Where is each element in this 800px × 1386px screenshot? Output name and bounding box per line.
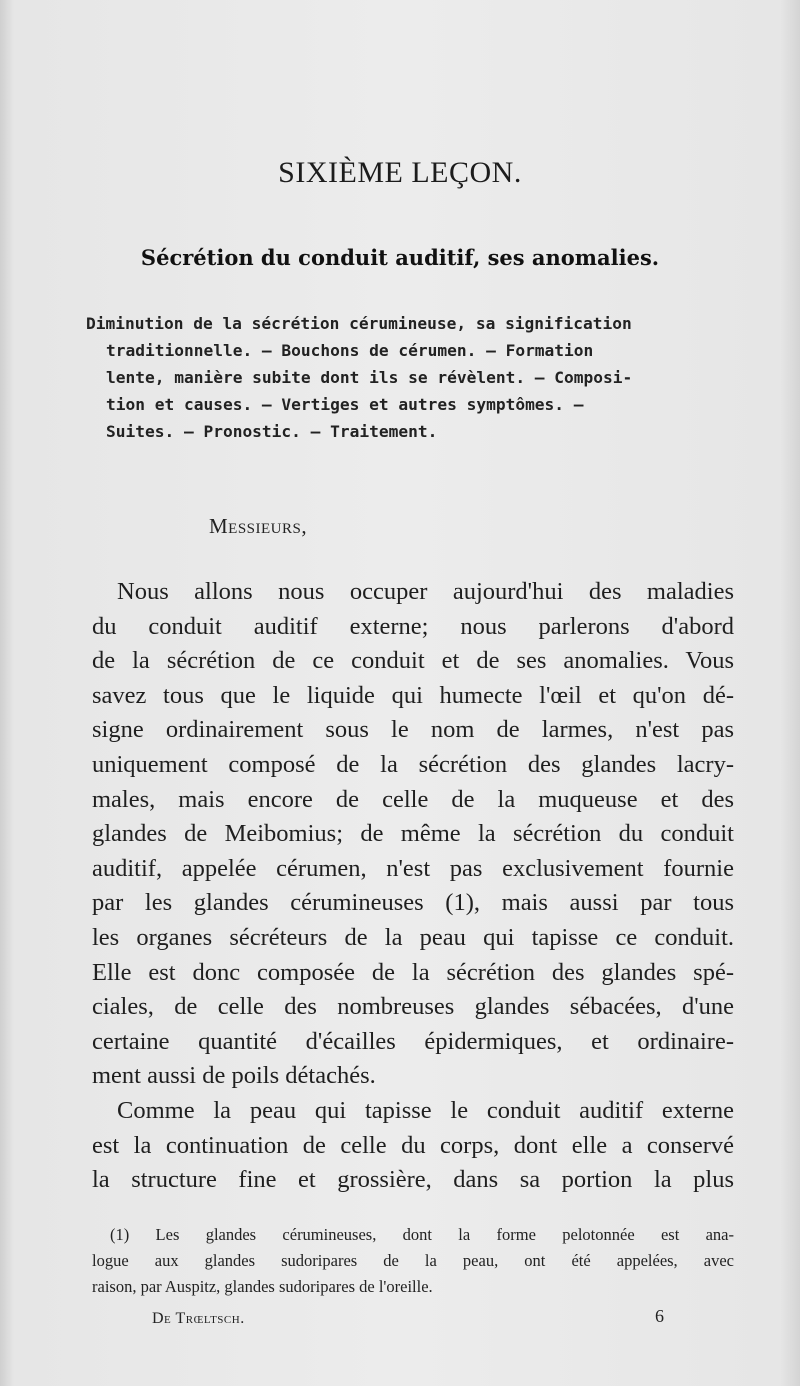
lesson-title: SIXIÈME LEÇON. xyxy=(278,156,522,189)
body-line: est la continuation de celle du corps, dont elle a conservé xyxy=(92,1131,734,1159)
body-text xyxy=(92,575,734,1198)
printer-signature: De Trœltsch. xyxy=(152,1310,245,1327)
body-line: Comme la peau qui tapisse le conduit auditif externe xyxy=(117,1096,734,1124)
body-line: savez tous que le liquide qui humecte l'œil et qu'on dé- xyxy=(92,681,734,709)
body-line: males, mais encore de celle de la muqueuse et des xyxy=(92,785,734,813)
body-line: auditif, appelée cérumen, n'est pas exclusivement fournie xyxy=(92,854,734,882)
body-line: ciales, de celle des nombreuses glandes sébacées, d'une xyxy=(92,993,734,1021)
summary-line: Suites. — Pronostic. — Traitement. xyxy=(106,422,438,441)
salutation: Messieurs, xyxy=(209,514,308,538)
footnote-line: (1) Les glandes cérumineuses, dont la forme pelotonnée est ana- xyxy=(110,1225,734,1244)
body-line: certaine quantité d'écailles épidermiques, et ordinaire- xyxy=(92,1027,734,1055)
body-line: Nous allons nous occuper aujourd'hui des maladies xyxy=(117,578,734,605)
summary-line: tion et causes. — Vertiges et autres symptômes. — xyxy=(106,395,584,414)
body-line: les organes sécréteurs de la peau qui tapisse ce conduit. xyxy=(92,923,734,951)
chapter-summary xyxy=(86,310,730,445)
body-line: uniquement composé de la sécrétion des glandes lacry- xyxy=(92,750,734,778)
footnote xyxy=(92,1222,734,1300)
page-number: 6 xyxy=(655,1306,664,1326)
body-line: Elle est donc composée de la sécrétion des glandes spé- xyxy=(92,958,734,986)
body-line: signe ordinairement sous le nom de larmes, n'est pas xyxy=(92,716,734,744)
body-line: de la sécrétion de ce conduit et de ses anomalies. Vous xyxy=(92,647,734,675)
summary-line: Diminution de la sécrétion cérumineuse, sa signification xyxy=(86,314,632,333)
body-line: ment aussi de poils détachés. xyxy=(92,1062,376,1090)
body-line: glandes de Meibomius; de même la sécrétion du conduit xyxy=(92,820,734,848)
chapter-title: Sécrétion du conduit auditif, ses anomalies. xyxy=(140,245,660,270)
body-line: du conduit auditif externe; nous parlerons d'abord xyxy=(92,612,734,640)
body-line: la structure fine et grossière, dans sa portion la plus xyxy=(92,1166,734,1194)
summary-line: traditionnelle. — Bouchons de cérumen. — Formation xyxy=(106,341,594,360)
summary-line: lente, manière subite dont ils se révèlent. — Composi- xyxy=(106,368,633,387)
footnote-line: raison, par Auspitz, glandes sudoripares de l'oreille. xyxy=(92,1277,433,1296)
footnote-line: logue aux glandes sudoripares de la peau, ont été appelées, avec xyxy=(92,1251,734,1270)
body-line: par les glandes cérumineuses (1), mais aussi par tous xyxy=(92,889,734,917)
